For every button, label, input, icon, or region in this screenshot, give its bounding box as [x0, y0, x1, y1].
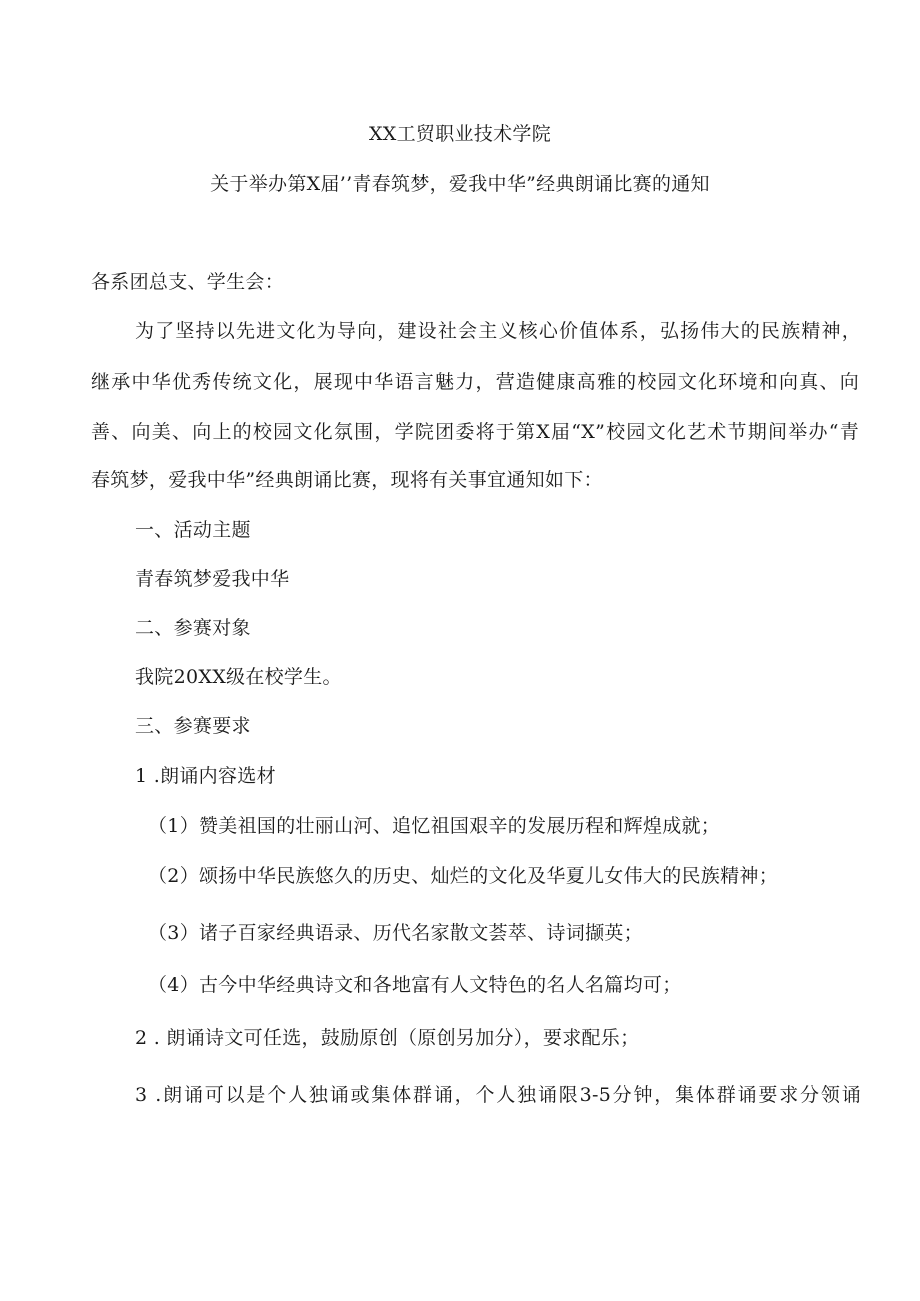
item-1: 1 .朗诵内容选材: [135, 765, 276, 787]
intro-line-2: 继承中华优秀传统文化，展现中华语言魅力，营造健康高雅的校园文化环境和向真、向: [91, 371, 859, 393]
sub-item-3: （3）诸子百家经典语录、历代名家散文荟萃、诗词撷英；: [148, 922, 643, 944]
intro-line-4: 春筑梦，爱我中华”经典朗诵比赛，现将有关事宜通知如下：: [91, 469, 603, 491]
sub-item-1: （1）赞美祖国的壮丽山河、追忆祖国艰辛的发展历程和辉煌成就；: [148, 815, 721, 837]
item-2: 2 . 朗诵诗文可任选，鼓励原创（原创另加分），要求配乐；: [135, 1027, 640, 1049]
salutation: 各系团总支、学生会：: [91, 271, 285, 293]
sub-item-4: （4）古今中华经典诗文和各地富有人文特色的名人名篇均可；: [148, 974, 682, 996]
item-3: 3 .朗诵可以是个人独诵或集体群诵，个人独诵限3-5分钟，集体群诵要求分领诵: [135, 1084, 861, 1106]
section-2-heading: 二、参赛对象: [135, 617, 251, 639]
section-3-heading: 三、参赛要求: [135, 715, 251, 737]
section-2-body: 我院20XX级在校学生。: [135, 666, 342, 688]
section-1-body: 青春筑梦爱我中华: [135, 568, 290, 590]
notice-title: 关于举办第X届’’青春筑梦，爱我中华”经典朗诵比赛的通知: [210, 173, 710, 195]
sub-item-2: （2）颂扬中华民族悠久的历史、灿烂的文化及华夏儿女伟大的民族精神；: [148, 865, 778, 887]
intro-line-1: 为了坚持以先进文化为导向，建设社会主义核心价值体系，弘扬伟大的民族精神，: [135, 320, 861, 342]
intro-line-3: 善、向美、向上的校园文化氛围，学院团委将于第X届“X”校园文化艺术节期间举办“青: [91, 421, 859, 443]
section-1-heading: 一、活动主题: [135, 519, 251, 541]
college-name: XX工贸职业技术学院: [368, 123, 552, 145]
